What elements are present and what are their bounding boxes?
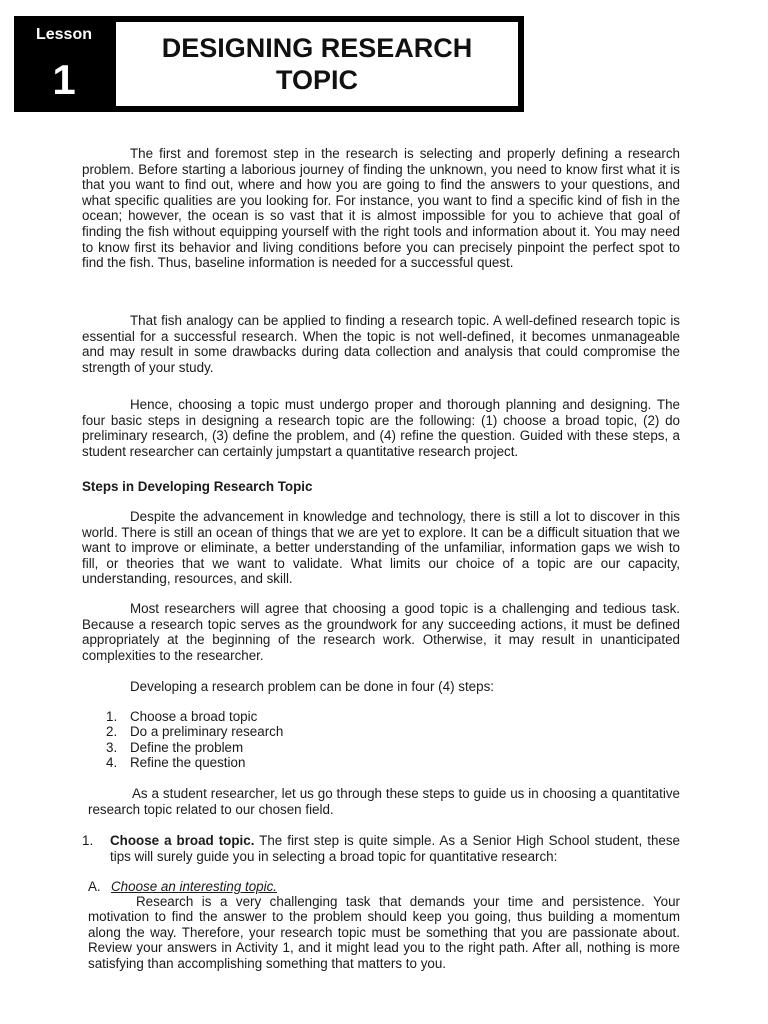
- lesson-header: [14, 16, 524, 112]
- paragraph-student-researcher: As a student researcher, let us go through these steps to guide us in choosing a quantitative research topic related to our chosen field.: [88, 786, 680, 817]
- list-item: 3. Define the problem: [106, 739, 244, 755]
- section-heading: Steps in Developing Research Topic: [82, 479, 313, 494]
- list-item: 1. Choose a broad topic: [106, 709, 258, 724]
- lesson-badge: [14, 16, 114, 112]
- paragraph-good-topic: Most researchers will agree that choosing a good topic is a challenging and tedious task. Because a research topic serves as the groundwork for any succeeding actions, it must be defined appropriately at the beginning of the research work. Otherwise, it may result in unanticipated complexities to the researcher.: [82, 601, 680, 663]
- page-title: DESIGNING RESEARCH TOPIC: [161, 33, 473, 95]
- lesson-number: 1: [52, 56, 76, 103]
- steps-list: [106, 709, 283, 771]
- list-item: 2. Do a preliminary research: [106, 724, 284, 740]
- paragraph-intro: The first and foremost step in the research is selecting and properly defining a research problem. Before starting a laborious journey of finding the unknown, you need to know first what it is that you want to find out, where and how you are going to find the answers to your questions, and what specific qualities are you looking for. For instance, you want to find a specific kind of fish in the ocean; however, the ocean is so vast that it is almost impossible for you to achieve that goal of finding the fish without equipping yourself with the right tools and information about it. You may need to know first its behavior and living conditions before you can precisely pinpoint the perfect spot to find the fish. Thus, baseline information is needed for a successful quest.: [82, 146, 680, 271]
- lesson-label: Lesson: [35, 26, 92, 43]
- paragraph-four-steps-intro: Developing a research problem can be done in four (4) steps:: [130, 679, 494, 694]
- paragraph-research-challenging: Research is a very challenging task that demands your time and persistence. Your motivation to find the answer to the problem should keep you going, thus building a momentum along the way. Therefore, your research topic must be something that you are passionate about. Review your answers in Activity 1, and it might lead you to the right path. After all, nothing is more satisfying than accomplishing something that matters to you.: [88, 894, 680, 971]
- subsection-title: Choose an interesting topic.: [111, 879, 277, 894]
- paragraph-planning: Hence, choosing a topic must undergo proper and thorough planning and designing. The four basic steps in designing a research topic are the following: (1) choose a broad topic, (2) do preliminary research, (3) define the problem, and (4) refine the question. Guided with these steps, a student researcher can certainly jumpstart a quantitative research project.: [82, 397, 680, 459]
- title-box: [114, 20, 520, 108]
- subsection-a: [88, 879, 277, 894]
- step-1-number: 1.: [82, 833, 94, 848]
- step-1-text: Choose a broad topic. The first step is quite simple. As a Senior High School student, these tips will surely guide you in selecting a broad topic for quantitative research:: [110, 833, 680, 864]
- paragraph-fish-analogy: That fish analogy can be applied to finding a research topic. A well-defined research topic is essential for a successful research. When the topic is not well-defined, it becomes unmanageable and may result in some drawbacks during data collection and analysis that could compromise the strength of your study.: [82, 313, 680, 375]
- list-item: 4. Refine the question: [106, 755, 246, 771]
- paragraph-advancement: Despite the advancement in knowledge and technology, there is still a lot to discover in this world. There is still an ocean of things that we are yet to explore. It can be a difficult situation that we want to improve or eliminate, a better understanding of the unfamiliar, information gaps we wish to fill, or theories that we want to validate. What limits our choice of a topic are our capacity, understanding, resources, and skill.: [82, 509, 680, 587]
- subsection-letter: A.: [88, 879, 101, 894]
